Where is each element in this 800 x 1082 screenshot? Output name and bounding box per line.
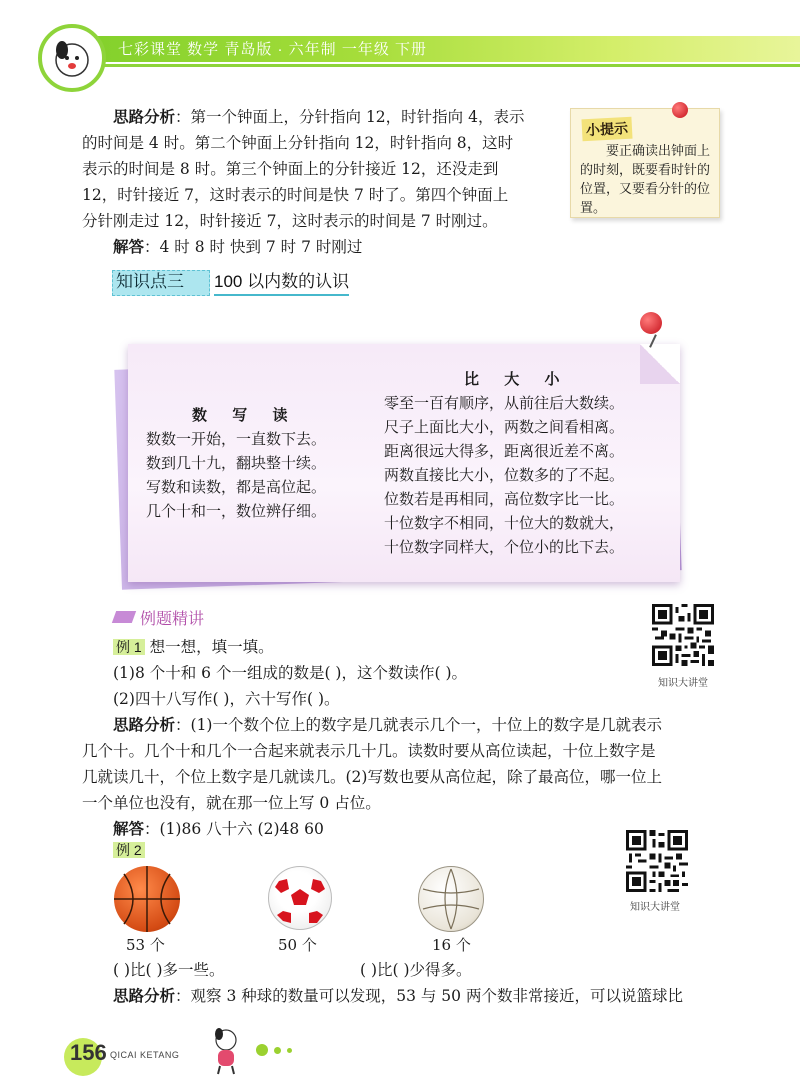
knowledge-point-title: 100 以内数的认识 [214,270,349,296]
poem-right-line-5: 位数若是再相同，高位数字比一比。 [384,490,625,508]
example-2-tag: 例 2 [113,840,145,860]
example-2-blank-2: ( )比( )少得多。 [360,961,472,979]
tip-pin-icon [672,102,688,118]
mascot-logo-icon [38,24,106,92]
poem-right-line-4: 两数直接比大小，位数多的了不起。 [384,466,625,484]
qr-caption: 知识大讲堂 [630,902,680,913]
answer-1: 解答：4 时 8 时 快到 7 时 7 时刚过 [113,238,363,256]
poem-left-line-2: 数到几十九，翻块整十续。 [146,454,327,472]
footer-dot-icon [256,1044,268,1056]
answer-1-label: 解答 [113,239,145,256]
analysis-2-line-4: 一个单位也没有，就在那一位上写 0 占位。 [82,794,381,812]
header-divider [60,64,800,67]
analysis-1-line-2: 的时间是 4 时。第二个钟面上分针指向 12，时针指向 8，这时 [82,134,514,152]
pencil-icon [112,611,136,623]
basketball-count: 53 个 [126,936,165,954]
analysis-1-line-3: 表示的时间是 8 时。第三个钟面上的分针接近 12，还没走到 [82,160,499,178]
note-pin-icon [640,312,662,348]
poem-right-title: 比 大 小 [464,370,570,388]
soccer-ball-count: 50 个 [278,936,317,954]
example-1-q2: (2)四十八写作( )，六十写作( )。 [113,690,340,708]
volleyball-count: 16 个 [432,936,471,954]
example-1-prompt: 例 1 想一想，填一填。 [113,634,274,660]
header-title: 七彩课堂 数学 青岛版 · 六年制 一年级 下册 [118,41,428,58]
poem-right-line-7: 十位数字同样大，个位小的比下去。 [384,538,625,556]
poem-left-title: 数 写 读 [192,406,298,424]
footer-dot-icon [287,1048,292,1053]
example-section-title: 例题精讲 [140,611,205,628]
poem-right-line-3: 距离很远大得多，距离很近差不离。 [384,442,625,460]
analysis-2-label: 思路分析 [113,717,176,734]
poem-right-line-2: 尺子上面比大小，两数之间看相离。 [384,418,625,436]
qr-code-icon[interactable] [626,830,688,892]
example-1-q1: (1)8 个十和 6 个一组成的数是( )，这个数读作( )。 [113,664,468,682]
analysis-3-line-1: 思路分析：观察 3 种球的数量可以发现，53 与 50 两个数非常接近，可以说篮球比 [113,987,683,1005]
poem-right-line-6: 十位数字不相同，十位大的数就大， [384,514,625,532]
answer-2: 解答：(1)86 八十六 (2)48 60 [113,820,324,838]
qr-code-icon[interactable] [652,604,714,666]
analysis-2-line-3: 几就读几十，个位上数字是几就读几。(2)写数也要从高位起，除了最高位，哪一位上 [82,768,662,786]
answer-2-label: 解答 [113,821,145,838]
analysis-1-label: 思路分析 [113,109,176,126]
analysis-1-line-4: 12，时针接近 7，这时表示的时间是快 7 时了。第四个钟面上 [82,186,509,204]
qr-caption: 知识大讲堂 [658,678,708,689]
volleyball-icon [418,866,484,932]
mascot-footer-icon [206,1026,246,1076]
example-2-blank-1: ( )比( )多一些。 [113,961,225,979]
footer-brand: QICAI KETANG [110,1050,180,1060]
analysis-2-line-2: 几个十。几个十和几个一合起来就表示几十几。读数时要从高位读起，十位上数字是 [82,742,656,760]
tip-text: 要正确读出钟面上的时刻，既要看时针的位置，又要看分针的位置。 [580,144,711,216]
analysis-1-line-1: 思路分析：第一个钟面上，分针指向 12，时针指向 4，表示 [113,108,525,126]
tip-title: 小提示 [581,117,632,142]
page-number: 156 [70,1040,107,1065]
note-card-fold [640,344,680,384]
footer-dot-icon [274,1047,281,1054]
soccer-ball-icon [268,866,332,930]
poem-left-line-3: 写数和读数，都是高位起。 [146,478,327,496]
poem-right-line-1: 零至一百有顺序，从前往后大数续。 [384,394,625,412]
basketball-icon [114,866,180,932]
example-1-tag: 例 1 [113,639,145,655]
knowledge-point-label: 知识点三 [116,272,184,291]
analysis-3-label: 思路分析 [113,988,176,1005]
poem-left-line-4: 几个十和一，数位辨仔细。 [146,502,327,520]
poem-left-line-1: 数数一开始，一直数下去。 [146,430,327,448]
analysis-2-line-1: 思路分析：(1)一个数个位上的数字是几就表示几个一，十位上的数字是几就表示 [113,716,662,734]
analysis-1-line-5: 分针刚走过 12，时针接近 7，这时表示的时间是 7 时刚过。 [82,212,498,230]
